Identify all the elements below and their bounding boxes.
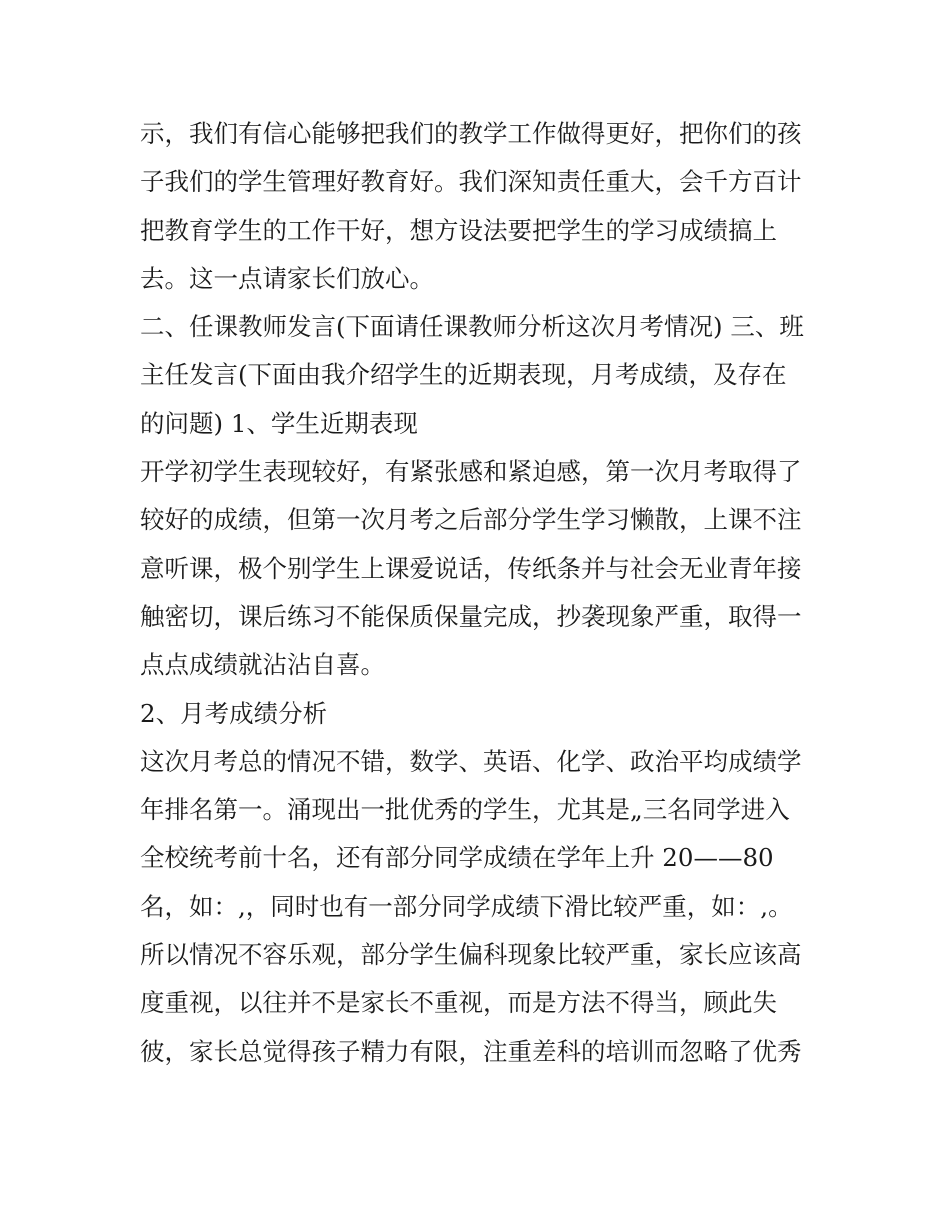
text-line: 子我们的学生管理好教育好。我们深知责任重大，会千方百计 bbox=[140, 167, 802, 197]
text-line: 开学初学生表现较好，有紧张感和紧迫感，第一次月考取得了 bbox=[140, 457, 802, 487]
text-line: 把教育学生的工作干好，想方设法要把学生的学习成绩搞上 bbox=[140, 215, 777, 245]
text-line: 彼，家长总觉得孩子精力有限，注重差科的培训而忽略了优秀 bbox=[140, 1036, 802, 1066]
text-line: 度重视，以往并不是家长不重视，而是方法不得当，顾此失 bbox=[140, 988, 777, 1018]
text-line: 点点成绩就沾沾自喜。 bbox=[140, 650, 385, 680]
document-body bbox=[140, 110, 820, 1076]
subsection-heading: 2、月考成绩分析 bbox=[140, 698, 328, 728]
text-line: 触密切，课后练习不能保质保量完成，抄袭现象严重，取得一 bbox=[140, 601, 802, 631]
text-line: 主任发言(下面由我介绍学生的近期表现，月考成绩，及存在 bbox=[140, 360, 787, 390]
text-line: 所以情况不容乐观，部分学生偏科现象比较严重，家长应该高 bbox=[140, 940, 802, 970]
text-line: 名，如：,，同时也有一部分同学成绩下滑比较严重，如：,。 bbox=[140, 891, 793, 921]
text-line: 这次月考总的情况不错，数学、英语、化学、政治平均成绩学 bbox=[140, 746, 802, 776]
text-line: 意听课，极个别学生上课爱说话，传纸条并与社会无业青年接 bbox=[140, 553, 802, 583]
section-heading-line: 二、任课教师发言(下面请任课教师分析这次月考情况) 三、班 bbox=[140, 312, 804, 342]
text-line: 的问题) 1、学生近期表现 bbox=[140, 408, 418, 438]
text-line: 去。这一点请家长们放心。 bbox=[140, 263, 434, 293]
text-line: 年排名第一。涌现出一批优秀的学生，尤其是„三名同学进入 bbox=[140, 795, 790, 825]
text-line: 示，我们有信心能够把我们的教学工作做得更好，把你们的孩 bbox=[140, 119, 802, 148]
text-line: 较好的成绩，但第一次月考之后部分学生学习懒散，上课不注 bbox=[140, 505, 802, 535]
text-line: 全校统考前十名，还有部分同学成绩在学年上升 20——80 bbox=[140, 843, 774, 873]
